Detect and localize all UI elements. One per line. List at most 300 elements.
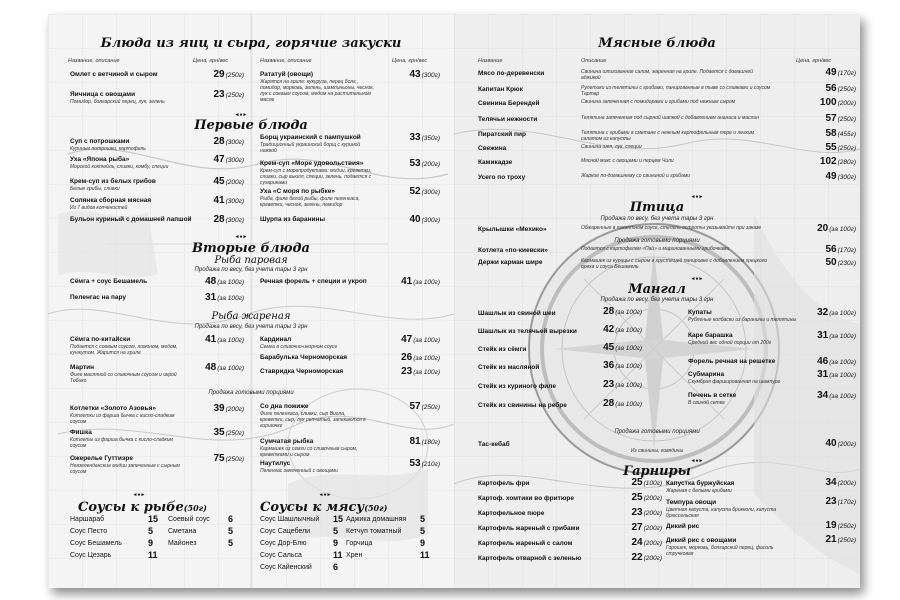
price-value: 48	[205, 362, 217, 373]
column-header-description: Описание	[581, 58, 607, 64]
price-weight: (170г)	[837, 70, 856, 77]
menu-item-name: Капитан Крюк	[478, 86, 523, 93]
menu-item-description: Жарятся на гриле: кукуруза, перец болг., помидор, морковь, зелень, шампиньоны, чеснок, лук с соевым соусом, медом на растительном масле	[260, 79, 374, 103]
column-header-price: Цена, грн/вес	[392, 58, 428, 64]
menu-item-name: Темпура овощи	[666, 499, 717, 506]
menu-item-description: Свинина шея, лук, специи	[581, 144, 642, 150]
section-title-sides: Гарниры	[623, 464, 691, 479]
price-weight: (180г)	[421, 439, 440, 446]
sauce-price: 11	[333, 550, 343, 560]
price-value: 47	[213, 154, 225, 165]
subsection-steamed-fish: Рыба паровая	[214, 255, 288, 266]
menu-item-description: Невзеленданские мидии запеченные с сырным соусом	[70, 463, 180, 475]
price-value: 49	[825, 67, 837, 78]
price-weight: (250г)	[225, 92, 244, 99]
price-value: 31	[817, 330, 829, 341]
price-weight: (за 100г)	[615, 401, 642, 408]
menu-item-price	[784, 369, 856, 380]
menu-item-name: Картоф. хомтики во фритюре	[478, 495, 574, 502]
sauce-price: 9	[333, 538, 339, 548]
price-weight: (за 100г)	[217, 279, 244, 286]
price-value: 41	[401, 276, 413, 287]
menu-item-price	[366, 436, 440, 447]
menu-item-price	[366, 276, 440, 287]
sauce-name: Аджика домашняя	[346, 516, 407, 523]
divider-arrow-icon: ◄●►	[234, 234, 248, 240]
menu-item-price	[572, 342, 642, 353]
menu-item-price	[572, 537, 662, 548]
menu-item-name: Дикий рис	[666, 523, 700, 530]
meat-sauces-weight: (50г)	[364, 503, 388, 513]
price-value: 35	[213, 427, 225, 438]
menu-item-name: Ожерелье Гуттиэре	[70, 455, 133, 462]
menu-item-description: Крем-суп с морепродуктами: мидии, креветки, сливки, сыр вьюлл, специи, зелень, подается с сухариками	[260, 168, 372, 186]
price-weight: (455г)	[837, 131, 856, 138]
ready-portions-note: Продажа готовыми порциями	[614, 238, 700, 244]
price-weight: (250г)	[421, 404, 440, 411]
menu-item-price	[770, 257, 856, 268]
right-page	[454, 14, 860, 588]
menu-item-name: Борщ украинский с пампушкой	[260, 134, 361, 141]
menu-item-name: Наутилус	[260, 460, 291, 467]
menu-item-price	[572, 522, 662, 533]
price-value: 28	[213, 214, 225, 225]
menu-item-price	[770, 142, 856, 153]
divider-arrow-icon: ◄●►	[318, 492, 332, 498]
column-header-name: Название, описание	[260, 58, 312, 64]
price-weight: (200г)	[837, 100, 856, 107]
menu-item-name: Уха «Япона рыба»	[70, 156, 130, 163]
sauce-name: Соус Шашлычный	[260, 516, 320, 523]
menu-item-price	[366, 214, 440, 225]
menu-item-name: Тас-кебаб	[478, 441, 510, 448]
price-value: 50	[825, 257, 837, 268]
price-weight: (200г)	[225, 406, 244, 413]
menu-item-name: Шашлык из свиной шеи	[478, 310, 556, 317]
price-weight: (за 100г)	[413, 355, 440, 362]
price-weight: (300г)	[225, 139, 244, 146]
menu-item-name: Стейк из сёмги	[478, 346, 527, 353]
price-weight: (300г)	[225, 217, 244, 224]
menu-item-price	[176, 334, 244, 345]
price-weight: (200г)	[837, 480, 856, 487]
price-weight: (250г)	[837, 523, 856, 530]
menu-item-name: Рататуй (овощи)	[260, 71, 314, 78]
menu-item-price	[770, 223, 856, 234]
price-weight: (170г)	[837, 247, 856, 254]
price-weight: (200г)	[643, 540, 662, 547]
menu-item-price	[572, 379, 642, 390]
sauce-price: 5	[420, 526, 426, 536]
price-weight: (за 100г)	[413, 337, 440, 344]
menu-item-name: Уха «С моря по рыбке»	[260, 188, 335, 195]
sauce-price: 5	[333, 526, 339, 536]
section-title-poultry: Птица	[629, 200, 685, 215]
sauce-price: 6	[228, 514, 234, 524]
price-weight: (300г)	[225, 157, 244, 164]
menu-item-price	[176, 292, 244, 303]
section-title-fish-sauces	[78, 500, 207, 515]
sauce-price: 11	[148, 550, 158, 560]
menu-item-description: Жаркое по-домашнему со свининой и грибами	[581, 173, 691, 179]
sauce-price: 6	[333, 562, 339, 572]
price-value: 23	[401, 366, 413, 377]
ready-portions-note: Продажа готовыми порциями	[614, 429, 700, 435]
price-value: 19	[825, 520, 837, 531]
price-value: 42	[603, 324, 615, 335]
menu-item-price	[366, 186, 440, 197]
menu-item-price	[770, 438, 856, 449]
menu-item-description: Помидор, болгарский перец, лук, зелень	[70, 99, 165, 105]
menu-item-price	[176, 89, 244, 100]
menu-item-price	[770, 520, 856, 531]
menu-item-description: Скумбрия фаршированная на шампуре	[688, 379, 781, 385]
menu-item-description: Кармашек из курицы с сыром в хрустящей панировке с добавлением грецкого ореха и соуса Бешамель	[581, 258, 767, 270]
weight-sale-note: Продажа по весу, без учета тары 3 грн	[194, 267, 308, 273]
weight-sale-note: Продажа по весу, без учета тары 3 грн	[194, 324, 308, 330]
sauce-price: 9	[420, 538, 426, 548]
price-weight: (300г)	[421, 217, 440, 224]
menu-item-price	[176, 362, 244, 373]
menu-item-price	[366, 352, 440, 363]
left-page	[48, 14, 454, 588]
price-weight: (230г)	[837, 260, 856, 267]
menu-item-price	[572, 507, 662, 518]
menu-item-price	[770, 128, 856, 139]
menu-item-price	[572, 492, 662, 503]
menu-item-description: Рубленые колбаски из баранины и телятины	[688, 317, 797, 323]
menu-item-price	[366, 158, 440, 169]
menu-item-description: Мясной микс с овощами и перцем Чили	[581, 158, 674, 164]
menu-item-price	[176, 176, 244, 187]
sauce-price: 11	[420, 550, 430, 560]
price-value: 39	[213, 403, 225, 414]
price-value: 49	[825, 171, 837, 182]
price-weight: (250г)	[837, 116, 856, 123]
column-header-price: Цена, грн/вес	[796, 58, 832, 64]
sauce-name: Соус Кайенский	[260, 564, 312, 571]
price-value: 31	[817, 369, 829, 380]
price-value: 46	[817, 356, 829, 367]
price-value: 57	[825, 113, 837, 124]
price-weight: (300г)	[421, 72, 440, 79]
price-weight: (за 100г)	[829, 393, 856, 400]
divider-arrow-icon: ◄●►	[690, 458, 704, 464]
right-page-content	[454, 14, 860, 588]
menu-item-description: Кармашек из семги со сливочным сыром, креветками и сыром	[260, 446, 358, 458]
price-value: 34	[817, 390, 829, 401]
price-weight: (за 100г)	[615, 327, 642, 334]
menu-item-price	[176, 453, 244, 464]
sauce-price: 5	[148, 526, 154, 536]
menu-item-price	[366, 69, 440, 80]
menu-item-description: Горошек, морковь, болгарский перец, фасоль стручковая	[666, 545, 774, 557]
menu-item-price	[572, 477, 662, 488]
menu-item-name: Барабулька Черноморская	[260, 354, 348, 361]
menu-item-price	[176, 276, 244, 287]
menu-item-description: Жареная с белыми грибами	[666, 488, 732, 494]
menu-item-price	[770, 534, 856, 545]
menu-item-price	[366, 366, 440, 377]
price-weight: (300г)	[837, 174, 856, 181]
price-weight: (200г)	[225, 179, 244, 186]
menu-item-price	[176, 195, 244, 206]
price-value: 24	[631, 537, 643, 548]
menu-item-name: Сёмга + соус Бешамель	[70, 278, 148, 285]
menu-item-name: Котлетки «Золото Азовья»	[70, 405, 157, 412]
menu-item-price	[572, 306, 642, 317]
menu-item-price	[770, 67, 856, 78]
sauce-name: Соус Песто	[70, 528, 108, 535]
menu-item-description: Филе масляной со сливочным соусом и икрой Тобико	[70, 372, 177, 384]
menu-item-name: Усего по троху	[478, 174, 526, 181]
sauce-price: 9	[148, 538, 154, 548]
menu-item-name: Солянка сборная мясная	[70, 197, 152, 204]
menu-item-name: Котлета «по-киевски»	[478, 247, 548, 254]
price-weight: (300г)	[421, 189, 440, 196]
column-header-name: Название	[478, 58, 503, 64]
menu-item-name: Крем-суп «Море удовольствия»	[260, 160, 364, 167]
menu-item-price	[770, 156, 856, 167]
menu-item-description: Традиционный украинский борщ с куриной ножкой	[260, 142, 361, 154]
menu-item-name: Яичница с овощами	[70, 91, 136, 98]
menu-item-price	[770, 97, 856, 108]
menu-item-price	[176, 214, 244, 225]
menu-item-price	[770, 496, 856, 507]
menu-item-name: Картофель жареный с грибами	[478, 525, 580, 532]
menu-item-name: Крем-суп из белых грибов	[70, 178, 156, 185]
price-value: 102	[819, 156, 837, 167]
menu-item-name: Омлет с ветчиной и сыром	[70, 71, 158, 78]
menu-item-name: Сёмга по-китайски	[70, 336, 131, 343]
menu-item-name: Дикий рис с овощами	[666, 537, 737, 544]
price-value: 81	[409, 436, 421, 447]
menu-item-name: Печень в сетке	[688, 392, 737, 399]
price-value: 27	[631, 522, 643, 533]
menu-item-name: Суп с потрошками	[70, 138, 130, 145]
menu-item-name: Стейк из масляной	[478, 364, 540, 371]
price-value: 58	[825, 128, 837, 139]
menu-item-description: Белые грибы, сливки	[70, 186, 120, 192]
menu-item-name: Пиратский пир	[478, 131, 526, 138]
menu-item-price	[572, 360, 642, 371]
sauce-name: Соус Сальса	[260, 552, 302, 559]
weight-sale-note: Продажа по весу, без учета тары 3 грн	[600, 216, 714, 222]
price-value: 22	[631, 552, 643, 563]
price-value: 34	[825, 477, 837, 488]
price-weight: (за 100г)	[615, 345, 642, 352]
menu-item-name: Ставридка Черноморская	[260, 368, 344, 375]
price-weight: (200г)	[643, 510, 662, 517]
sauce-price: 15	[333, 514, 344, 524]
menu-item-price	[784, 307, 856, 318]
subsection-fried-fish: Рыба жареная	[211, 311, 291, 322]
menu-item-price	[572, 324, 642, 335]
menu-item-name: Картофельное пюре	[478, 510, 545, 517]
price-value: 57	[409, 401, 421, 412]
menu-item-name: Субмарина	[688, 371, 725, 378]
menu-item-name: Картофель отварной с зеленью	[478, 555, 582, 562]
menu-item-description: Телятина с грибами в сметане с нежным картофельным пюре и легким салатом из капусты	[581, 130, 755, 142]
menu-item-description: Средний вес одной порции от 200г	[688, 340, 772, 346]
menu-item-price	[176, 427, 244, 438]
menu-item-description: Свинина шпигованная салом, жаренная на гриле. Подается с домашней аджикой	[581, 69, 753, 81]
divider-arrow-icon: ◄●►	[690, 276, 704, 282]
menu-item-price	[176, 403, 244, 414]
menu-item-price	[366, 334, 440, 345]
meat-sauces-title: Соусы к мясу	[260, 500, 365, 515]
section-title-mains: Вторые блюда	[192, 241, 310, 256]
price-value: 41	[213, 195, 225, 206]
price-weight: (170г)	[837, 499, 856, 506]
price-value: 28	[603, 306, 615, 317]
price-value: 21	[825, 534, 837, 545]
menu-item-name: Купаты	[688, 309, 712, 316]
price-value: 40	[825, 438, 837, 449]
sauce-price: 5	[420, 514, 426, 524]
menu-item-name: Мартин	[70, 364, 95, 371]
sauce-name: Соус Бешамель	[70, 540, 122, 547]
price-weight: (200г)	[837, 441, 856, 448]
menu-item-name: Свежина	[478, 145, 507, 152]
menu-item-name: Мясо по-деревенски	[478, 70, 545, 77]
price-value: 23	[603, 379, 615, 390]
menu-item-description: Из 7 видов копченостей	[70, 205, 128, 211]
sauce-name: Соус Сацебели	[260, 528, 311, 535]
menu-item-description: Рулетики из телятины с грибами, панированные в тыве со сливками и соусом Тартар	[581, 85, 771, 97]
price-value: 26	[401, 352, 413, 363]
price-value: 28	[603, 398, 615, 409]
price-weight: (200г)	[643, 555, 662, 562]
price-weight: (200г)	[643, 525, 662, 532]
price-weight: (за 100г)	[217, 365, 244, 372]
menu-item-description: Подается с соевым соусом, лимоном, медом, кунжутом. Жарится на гриле	[70, 344, 178, 356]
sauce-name: Соус Цезарь	[70, 552, 112, 559]
price-weight: (280г)	[837, 159, 856, 166]
price-weight: (200г)	[643, 495, 662, 502]
price-value: 47	[401, 334, 413, 345]
price-value: 48	[205, 276, 217, 287]
section-title-eggs: Блюда из яиц и сыра, горячие закуски	[100, 36, 402, 51]
menu-item-description: Рыба, филе белой рыбы, филе пеленгаса, креветки, чеснок, зелень, помидор	[260, 196, 360, 208]
price-weight: (250г)	[225, 72, 244, 79]
sauce-name: Кетчуп томатный	[346, 528, 402, 535]
price-value: 45	[213, 176, 225, 187]
menu-item-name: Картофель жареный с салом	[478, 540, 573, 547]
sauce-name: Майонез	[168, 540, 197, 547]
menu-item-name: Держи карман шире	[478, 259, 543, 266]
price-value: 33	[409, 132, 421, 143]
price-value: 45	[603, 342, 615, 353]
price-weight: (210г)	[421, 461, 440, 468]
divider-arrow-icon: ◄●►	[234, 112, 248, 118]
section-title-meat: Мясные блюда	[598, 36, 716, 51]
menu-item-description: Морской коктейль, сливки, комбу, специи	[70, 164, 169, 170]
menu-item-name: Камикадзе	[478, 159, 513, 166]
price-weight: (за 100г)	[217, 337, 244, 344]
menu-item-name: Кардинал	[260, 336, 292, 343]
menu-item-name: Стейк из свинины на ребре	[478, 402, 567, 409]
price-value: 100	[819, 97, 837, 108]
price-weight: (за 100г)	[615, 363, 642, 370]
menu-item-description: Свинина запеченная с помидорами и грибами под нежным сыром	[581, 99, 736, 105]
menu-item-price	[366, 132, 440, 143]
price-weight: (за 100г)	[615, 309, 642, 316]
section-title-meat-sauces	[260, 500, 387, 515]
divider-arrow-icon: ◄●►	[132, 492, 146, 498]
sauce-name: Горчица	[346, 540, 373, 547]
menu-item-name: Картофель фри	[478, 480, 530, 487]
menu-item-price	[176, 69, 244, 80]
menu-item-description: В свиной сетке	[688, 400, 725, 406]
menu-item-description: Семга в сливочно-икорном соусе	[260, 344, 338, 350]
price-weight: (за 100г)	[829, 226, 856, 233]
price-value: 36	[603, 360, 615, 371]
sauce-name: Соевый соус	[168, 516, 210, 523]
menu-item-description: Подается с картофелем «Пай» и маринованными грибочками	[581, 246, 730, 252]
price-weight: (за 100г)	[413, 369, 440, 376]
price-value: 31	[205, 292, 217, 303]
menu-item-name: Сумчатая рыбка	[260, 438, 314, 445]
price-weight: (250г)	[837, 86, 856, 93]
price-value: 20	[817, 223, 829, 234]
menu-item-name: Телячьи нежности	[478, 116, 538, 123]
menu-item-price	[784, 390, 856, 401]
price-value: 41	[205, 334, 217, 345]
price-value: 53	[409, 158, 421, 169]
sauce-name: Сметана	[168, 528, 197, 535]
price-value: 43	[409, 69, 421, 80]
price-value: 28	[213, 136, 225, 147]
price-value: 25	[631, 492, 643, 503]
price-weight: (за 100г)	[829, 333, 856, 340]
menu-item-description: Обжаренные в пикантном соусе, степень остроты указывайте при заказе	[581, 225, 762, 231]
menu-item-name: Стейк из куриного филе	[478, 383, 556, 390]
price-weight: (за 100г)	[829, 359, 856, 366]
menu-item-price	[176, 154, 244, 165]
ready-portions-note: Продажа готовыми порциями	[208, 390, 294, 396]
menu-item-price	[784, 356, 856, 367]
price-weight: (100г)	[643, 480, 662, 487]
price-weight: (за 100г)	[217, 295, 244, 302]
menu-item-price	[770, 83, 856, 94]
divider-arrow-icon: ◄●►	[690, 194, 704, 200]
menu-item-description: Пеленгас запеченный с овощами	[260, 468, 338, 474]
price-weight: (за 100г)	[615, 382, 642, 389]
menu-item-price	[366, 401, 440, 412]
menu-item-price	[572, 398, 642, 409]
menu-item-name: Крылышки «Мехико»	[478, 226, 547, 233]
price-weight: (за 100г)	[829, 372, 856, 379]
menu-item-description: Цветная капуста, капуста брокколи, капуста брюссельская	[666, 507, 777, 519]
column-header-name: Название, описание	[68, 58, 120, 64]
menu-item-price	[572, 552, 662, 563]
price-value: 23	[825, 496, 837, 507]
price-weight: (300г)	[225, 198, 244, 205]
menu-item-name: Свинина Берендей	[478, 100, 540, 107]
column-header-price: Цена, грн/вес	[193, 58, 229, 64]
menu-spread	[48, 14, 860, 588]
price-value: 56	[825, 244, 837, 255]
sauce-price: 5	[228, 538, 234, 548]
sauce-name: Хрен	[346, 552, 363, 559]
menu-item-description: Куриные потрошки, картофель	[70, 146, 146, 152]
price-weight: (250г)	[225, 430, 244, 437]
price-weight: (250г)	[837, 145, 856, 152]
menu-item-price	[770, 171, 856, 182]
price-value: 75	[213, 453, 225, 464]
menu-item-name: Капустка буржуйская	[666, 480, 735, 487]
